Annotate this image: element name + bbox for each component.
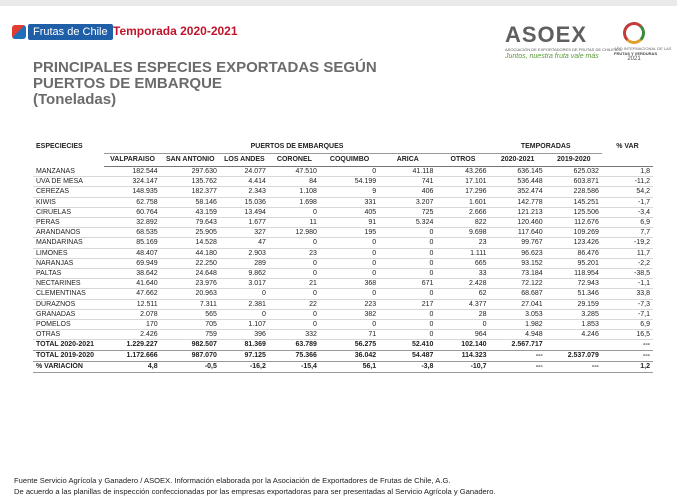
table-totals [33,340,653,373]
value-cell: 1.107 [220,320,269,330]
table-header-group-row [33,141,653,154]
seal-text-1: AÑO INTERNACIONAL DE LAS [614,46,672,51]
var-cell: 11,7 [602,248,653,258]
col-header: CORONEL [269,154,320,167]
value-cell: 4.246 [546,330,602,340]
value-cell: 0 [379,269,436,279]
value-cell: 0 [436,320,489,330]
value-cell: 0 [379,320,436,330]
value-cell: 41.118 [379,167,436,177]
table-row [33,289,653,299]
value-cell: 331 [320,197,379,207]
value-cell: 0 [220,309,269,319]
value-cell: 2.666 [436,207,489,217]
table-row [33,320,653,330]
total-row [33,351,653,362]
value-cell: 58.146 [161,197,220,207]
table-row [33,248,653,258]
value-cell: 11 [269,218,320,228]
value-cell: 0 [320,320,379,330]
total-row [33,340,653,351]
value-cell: --- [490,362,546,373]
value-cell: 0 [320,289,379,299]
table-row [33,197,653,207]
value-cell: 0 [379,238,436,248]
value-cell: 14.528 [161,238,220,248]
value-cell: 22 [269,299,320,309]
value-cell: 93.152 [490,258,546,268]
value-cell: 95.201 [546,258,602,268]
value-cell: 332 [269,330,320,340]
row-label: OTRAS [33,330,104,340]
value-cell: -16,2 [220,362,269,373]
value-cell: 352.474 [490,187,546,197]
row-label: ARANDANOS [33,228,104,238]
value-cell: 982.507 [161,340,220,351]
value-cell: 324.147 [104,177,160,187]
value-cell: 565 [161,309,220,319]
value-cell: 0 [269,320,320,330]
value-cell: 23 [436,238,489,248]
var-cell: 6,9 [602,320,653,330]
value-cell: 13.494 [220,207,269,217]
table-row [33,309,653,319]
var-cell: -19,2 [602,238,653,248]
col-header: LOS ANDES [220,154,269,167]
col-header-blank [602,154,653,167]
value-cell: 1.601 [436,197,489,207]
value-cell: -10,7 [436,362,489,373]
value-cell: 0 [379,289,436,299]
value-cell: 7.311 [161,299,220,309]
value-cell: 81.369 [220,340,269,351]
value-cell: 96.623 [490,248,546,258]
value-cell: 289 [220,258,269,268]
value-cell: 21 [269,279,320,289]
row-label: CEREZAS [33,187,104,197]
value-cell: 0 [379,330,436,340]
table-row [33,269,653,279]
value-cell: 2.078 [104,309,160,319]
value-cell: 56.275 [320,340,379,351]
asoex-logo [505,22,623,60]
value-cell: 33 [436,269,489,279]
row-label: % VARIACIÓN [33,362,104,373]
value-cell: 121.213 [490,207,546,217]
value-cell: 665 [436,258,489,268]
value-cell: 964 [436,330,489,340]
value-cell: 0 [379,228,436,238]
value-cell: 195 [320,228,379,238]
var-cell: 7,7 [602,228,653,238]
value-cell: 97.125 [220,351,269,362]
value-cell: 327 [220,228,269,238]
exports-table [33,141,653,373]
value-cell: 2.537.079 [546,351,602,362]
value-cell: 54.199 [320,177,379,187]
value-cell: 2.903 [220,248,269,258]
value-cell: 0 [269,289,320,299]
title-line-1: PRINCIPALES ESPECIES EXPORTADAS SEGÚN [33,59,377,76]
value-cell: 142.778 [490,197,546,207]
row-label: MANDARINAS [33,238,104,248]
value-cell: 217 [379,299,436,309]
value-cell: 0 [320,238,379,248]
value-cell: 99.767 [490,238,546,248]
value-cell: 759 [161,330,220,340]
var-cell: 1,2 [602,362,653,373]
col-header: VALPARAISO [104,154,160,167]
logo-label: Frutas de Chile [28,24,113,40]
value-cell: 62.758 [104,197,160,207]
value-cell: --- [490,351,546,362]
value-cell: 382 [320,309,379,319]
frutas-de-chile-logo [12,23,113,41]
col-header: 2020-2021 [490,154,546,167]
value-cell: 15.036 [220,197,269,207]
var-cell: -7,1 [602,309,653,319]
col-header: OTROS [436,154,489,167]
row-label: MANZANAS [33,167,104,177]
var-cell: --- [602,340,653,351]
value-cell: 72.122 [490,279,546,289]
value-cell: 4.948 [490,330,546,340]
value-cell: 24.077 [220,167,269,177]
value-cell: 2.426 [104,330,160,340]
value-cell: 0 [220,289,269,299]
value-cell: 170 [104,320,160,330]
row-label: PALTAS [33,269,104,279]
value-cell: 17.296 [436,187,489,197]
value-cell: 20.963 [161,289,220,299]
top-border [0,0,677,6]
value-cell: 32.892 [104,218,160,228]
value-cell: 2.381 [220,299,269,309]
value-cell: 120.460 [490,218,546,228]
value-cell: 43.266 [436,167,489,177]
seal-year: 2021 [627,56,641,62]
table-row [33,187,653,197]
value-cell: 114.323 [436,351,489,362]
value-cell: 9 [320,187,379,197]
value-cell: -0,5 [161,362,220,373]
title-line-3: (Toneladas) [33,91,117,108]
var-cell: 54,2 [602,187,653,197]
row-label: LIMONES [33,248,104,258]
value-cell: 135.762 [161,177,220,187]
value-cell: 47 [220,238,269,248]
value-cell: 63.789 [269,340,320,351]
var-header: % VAR [616,143,639,151]
value-cell: 118.954 [546,269,602,279]
value-cell: 23.976 [161,279,220,289]
value-cell: 43.159 [161,207,220,217]
value-cell: 0 [269,269,320,279]
asoex-slogan: Juntos, nuestra fruta vale más [505,53,599,60]
value-cell: 1.677 [220,218,269,228]
table-row [33,299,653,309]
value-cell: 75.366 [269,351,320,362]
value-cell: 0 [320,167,379,177]
value-cell: 9.862 [220,269,269,279]
value-cell: 1.853 [546,320,602,330]
var-cell: -1,1 [602,279,653,289]
value-cell: 368 [320,279,379,289]
value-cell: 86.476 [546,248,602,258]
value-cell: 603.871 [546,177,602,187]
col-header: ARICA [379,154,436,167]
row-label: PERAS [33,218,104,228]
value-cell: 145.251 [546,197,602,207]
value-cell [546,340,602,351]
value-cell: 148.935 [104,187,160,197]
total-row [33,362,653,373]
seasons-group-header: TEMPORADAS [490,141,602,154]
footer-note: De acuerdo a las planillas de inspección confeccionadas por las empresas exportadoras para ser presentadas al Servicio Agrícola y Ganadero. [14,486,496,496]
value-cell: 68.687 [490,289,546,299]
value-cell: 125.506 [546,207,602,217]
var-cell: 33,8 [602,289,653,299]
row-label: CIRUELAS [33,207,104,217]
value-cell: 56,1 [320,362,379,373]
value-cell: 22.250 [161,258,220,268]
value-cell: 47.662 [104,289,160,299]
value-cell: 1.172.666 [104,351,160,362]
value-cell: 69.949 [104,258,160,268]
var-cell: -7,3 [602,299,653,309]
value-cell: 1.111 [436,248,489,258]
value-cell: 822 [436,218,489,228]
row-label: GRANADAS [33,309,104,319]
value-cell: 29.159 [546,299,602,309]
var-cell: --- [602,351,653,362]
row-label: TOTAL 2019-2020 [33,351,104,362]
value-cell: 91 [320,218,379,228]
value-cell: 47.510 [269,167,320,177]
species-header: ESPECIECIES [36,143,83,150]
value-cell: 228.586 [546,187,602,197]
value-cell: 725 [379,207,436,217]
value-cell: -3,8 [379,362,436,373]
value-cell: 625.032 [546,167,602,177]
value-cell: 705 [161,320,220,330]
value-cell: 4.377 [436,299,489,309]
value-cell: 406 [379,187,436,197]
row-label: KIWIS [33,197,104,207]
value-cell: 36.042 [320,351,379,362]
value-cell: 1.108 [269,187,320,197]
value-cell: 71 [320,330,379,340]
table-header-row [33,154,653,167]
var-cell: 16,5 [602,330,653,340]
value-cell: 671 [379,279,436,289]
value-cell: 44.180 [161,248,220,258]
table-row [33,218,653,228]
value-cell: 3.017 [220,279,269,289]
value-cell: 0 [379,309,436,319]
value-cell: 1.229.227 [104,340,160,351]
value-cell: 54.487 [379,351,436,362]
value-cell: 112.676 [546,218,602,228]
value-cell: 741 [379,177,436,187]
value-cell: 52.410 [379,340,436,351]
value-cell: 27.041 [490,299,546,309]
value-cell: 23 [269,248,320,258]
row-label: CLEMENTINAS [33,289,104,299]
value-cell: 1.982 [490,320,546,330]
value-cell: 0 [269,238,320,248]
value-cell: 17.101 [436,177,489,187]
table-row [33,177,653,187]
row-label: NARANJAS [33,258,104,268]
value-cell: 1.698 [269,197,320,207]
value-cell: 0 [379,258,436,268]
seal-text-2: FRUTAS Y VERDURAS [614,51,658,56]
value-cell: 297.630 [161,167,220,177]
table-row [33,207,653,217]
table-row [33,330,653,340]
season-label: Temporada 2020-2021 [113,24,238,38]
title-line-2: PUERTOS DE EMBARQUE [33,75,222,92]
value-cell: 3.285 [546,309,602,319]
value-cell: 72.943 [546,279,602,289]
value-cell: 536.448 [490,177,546,187]
value-cell: 28 [436,309,489,319]
value-cell: 5.324 [379,218,436,228]
table-body [33,167,653,340]
table-row [33,238,653,248]
value-cell: 4.414 [220,177,269,187]
value-cell: 0 [379,248,436,258]
value-cell: 396 [220,330,269,340]
value-cell: 223 [320,299,379,309]
var-cell: -1,7 [602,197,653,207]
value-cell: 38.642 [104,269,160,279]
value-cell: 85.169 [104,238,160,248]
value-cell: 2.343 [220,187,269,197]
col-header: 2019-2020 [546,154,602,167]
row-label: NECTARINES [33,279,104,289]
footer-notes [14,476,496,497]
value-cell: 12.980 [269,228,320,238]
row-label: UVA DE MESA [33,177,104,187]
value-cell: 73.184 [490,269,546,279]
ports-group-header: PUERTOS DE EMBARQUES [104,141,489,154]
seal-icon [623,22,645,44]
value-cell: 109.269 [546,228,602,238]
value-cell: 51.346 [546,289,602,299]
value-cell: 0 [320,258,379,268]
value-cell: 79.643 [161,218,220,228]
value-cell: 182.377 [161,187,220,197]
value-cell: 2.428 [436,279,489,289]
row-label: TOTAL 2020-2021 [33,340,104,351]
var-cell: -3,4 [602,207,653,217]
value-cell: 0 [269,258,320,268]
value-cell: --- [546,362,602,373]
value-cell: 84 [269,177,320,187]
value-cell: 4,8 [104,362,160,373]
value-cell: 60.764 [104,207,160,217]
value-cell: 405 [320,207,379,217]
value-cell: 2.567.717 [490,340,546,351]
value-cell: 68.535 [104,228,160,238]
var-cell: -38,5 [602,269,653,279]
asoex-wordmark: ASOEX [505,22,588,47]
var-cell: -2,2 [602,258,653,268]
col-header: COQUIMBO [320,154,379,167]
value-cell: 48.407 [104,248,160,258]
footer-source: Fuente Servicio Agrícola y Ganadero / ASOEX. Información elaborada por la Asociación de Exportadores de Frutas de Chile, A.G. [14,476,451,485]
var-cell: 1,8 [602,167,653,177]
value-cell: 0 [320,269,379,279]
value-cell: 0 [269,207,320,217]
international-year-seal [614,22,672,62]
value-cell: 41.640 [104,279,160,289]
value-cell: 182.544 [104,167,160,177]
value-cell: 3.053 [490,309,546,319]
fruit-icon [12,25,26,39]
table-row [33,228,653,238]
value-cell: 636.145 [490,167,546,177]
value-cell: 25.905 [161,228,220,238]
var-cell: -11,2 [602,177,653,187]
value-cell: 987.070 [161,351,220,362]
table-row [33,279,653,289]
value-cell: 62 [436,289,489,299]
value-cell: 117.640 [490,228,546,238]
col-header: SAN ANTONIO [161,154,220,167]
page-title [33,60,453,108]
value-cell: 24.648 [161,269,220,279]
var-cell: 6,9 [602,218,653,228]
value-cell: 123.426 [546,238,602,248]
value-cell: 0 [269,309,320,319]
value-cell: 102.140 [436,340,489,351]
value-cell: 0 [320,248,379,258]
value-cell: 9.698 [436,228,489,238]
row-label: POMELOS [33,320,104,330]
value-cell: 12.511 [104,299,160,309]
row-label: DURAZNOS [33,299,104,309]
table-row [33,167,653,177]
asoex-tagline: ASOCIACIÓN DE EXPORTADORES DE FRUTAS DE CHILE A.G. [505,47,623,52]
value-cell: 3.207 [379,197,436,207]
table-row [33,258,653,268]
value-cell: -15,4 [269,362,320,373]
